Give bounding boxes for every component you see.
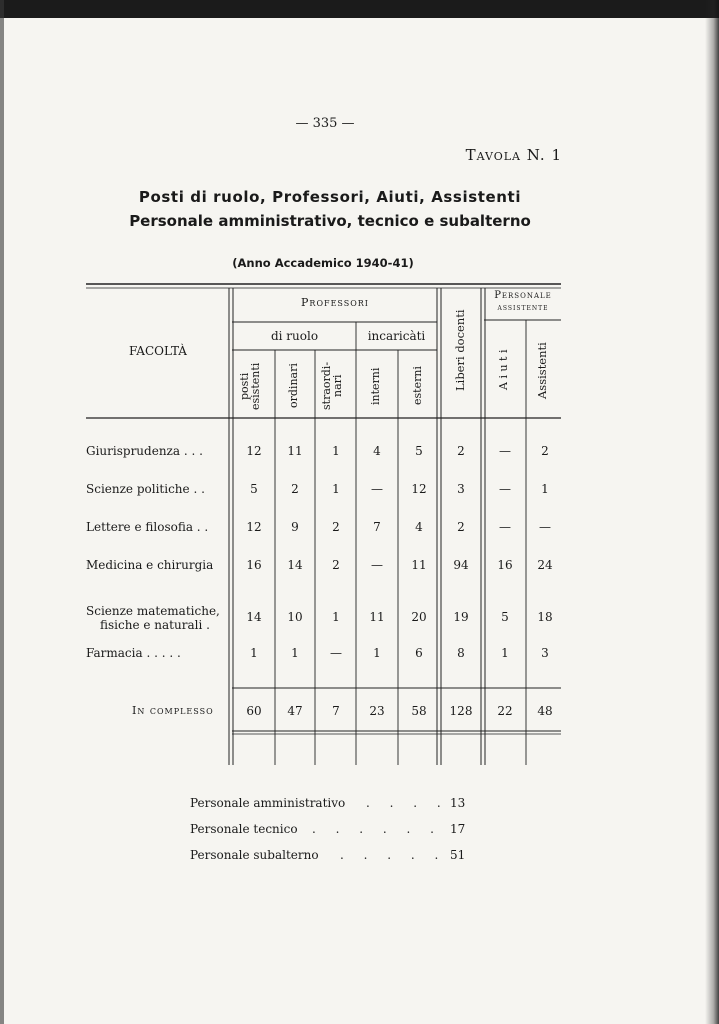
total-cell: 58	[411, 704, 427, 718]
page-number: — 335 —	[295, 116, 355, 131]
header-ordinari: ordinari	[287, 363, 300, 409]
row-label-line: Scienze politiche . .	[86, 482, 205, 496]
header-straordinari: straordi- nari	[320, 361, 344, 411]
table-cell: 10	[287, 610, 303, 624]
table-cell: 2	[541, 444, 549, 458]
staff-value: 13	[450, 796, 466, 810]
academic-year: (Anno Accademico 1940-41)	[232, 256, 414, 270]
table-cell: —	[499, 520, 511, 534]
table-cell: —	[371, 482, 383, 496]
table-cell: 1	[332, 444, 340, 458]
table-cell: 7	[373, 520, 381, 534]
table-cell: 1	[501, 646, 509, 660]
header-aiuti: A i u t i	[497, 349, 510, 391]
total-cell: 23	[369, 704, 385, 718]
row-label	[86, 482, 205, 496]
row-label-line: fisiche e naturali .	[100, 618, 210, 632]
header-facolta: FACOLTÀ	[129, 344, 187, 358]
table-caption: Tavola N. 1	[465, 146, 562, 164]
staff-value: 17	[450, 822, 466, 836]
table-cell: 20	[411, 610, 427, 624]
table-cell: 2	[457, 444, 465, 458]
header-personale-assistente	[485, 290, 561, 314]
table-cell: 1	[541, 482, 549, 496]
table-cell: 1	[332, 610, 340, 624]
table-cell: —	[330, 646, 342, 660]
total-cell: 60	[246, 704, 262, 718]
table-cell: 19	[453, 610, 469, 624]
table-cell: 11	[411, 558, 427, 572]
header-professori: Professori	[301, 296, 369, 309]
staff-value: 51	[450, 848, 466, 862]
staff-leader-dots: . . . .	[366, 796, 449, 810]
header-di-ruolo: di ruolo	[270, 329, 319, 343]
table-cell: 5	[501, 610, 509, 624]
table-cell: 6	[415, 646, 423, 660]
table-cell: —	[499, 444, 511, 458]
table-cell: 24	[537, 558, 553, 572]
staff-label: Personale subalterno	[190, 848, 319, 862]
total-cell: 7	[332, 704, 340, 718]
header-esterni: esterni	[411, 366, 424, 406]
table-cell: 11	[369, 610, 385, 624]
table-cell: 12	[246, 444, 262, 458]
staff-leader-dots: . . . . . .	[312, 822, 442, 836]
total-cell: 47	[287, 704, 303, 718]
table-cell: 1	[373, 646, 381, 660]
total-cell: 128	[449, 704, 473, 718]
header-assistente: assistente	[497, 303, 549, 313]
table-cell: 4	[415, 520, 423, 534]
table-cell: 2	[291, 482, 299, 496]
table-cell: 1	[332, 482, 340, 496]
row-label-line: Lettere e filosofia . .	[86, 520, 209, 534]
table-cell: 16	[246, 558, 262, 572]
header-assistenti: Assistenti	[535, 342, 549, 400]
table-cell: 14	[246, 610, 262, 624]
page-title-line-1: Posti di ruolo, Professori, Aiuti, Assistenti	[138, 188, 522, 206]
table-cell: 4	[373, 444, 381, 458]
table-cell: 5	[415, 444, 423, 458]
total-label: In complesso	[132, 704, 214, 717]
table-cell: 5	[250, 482, 258, 496]
table-cell: 3	[457, 482, 465, 496]
table-cell: 94	[453, 558, 469, 572]
table-cell: 12	[411, 482, 427, 496]
table-cell: 3	[541, 646, 549, 660]
table-cell: —	[371, 558, 383, 572]
staff-label: Personale amministrativo	[190, 796, 346, 810]
total-cell: 22	[497, 704, 513, 718]
table-cell: 2	[332, 520, 340, 534]
staff-label: Personale tecnico	[190, 822, 298, 836]
header-interni: interni	[369, 367, 382, 405]
row-label	[86, 558, 213, 572]
table-cell: 1	[250, 646, 258, 660]
table-cell: 18	[537, 610, 553, 624]
table-cell: 2	[332, 558, 340, 572]
table-cell: 2	[457, 520, 465, 534]
row-label	[86, 604, 220, 632]
table-cell: 16	[497, 558, 513, 572]
row-label-line: Scienze matematiche,	[86, 604, 220, 618]
header-liberi-docenti: Liberi docenti	[453, 309, 467, 391]
row-label-line: Farmacia . . . . .	[86, 646, 181, 660]
total-cell: 48	[537, 704, 553, 718]
staff-leader-dots: . . . . .	[340, 848, 447, 862]
header-personale: Personale	[494, 290, 552, 301]
table-cell: —	[499, 482, 511, 496]
table-cell: 11	[287, 444, 303, 458]
header-incaricati: incaricàti	[367, 329, 426, 343]
table-cell: 12	[246, 520, 262, 534]
table-cell: 1	[291, 646, 299, 660]
table-cell: —	[539, 520, 551, 534]
table-cell: 14	[287, 558, 303, 572]
page-title-line-2: Personale amministrativo, tecnico e subalterno	[129, 212, 531, 230]
row-label	[86, 520, 208, 534]
table-cell: 8	[457, 646, 465, 660]
row-label-line: Medicina e chirurgia	[86, 558, 214, 572]
row-label	[86, 646, 181, 660]
row-label-line: Giurisprudenza . . .	[86, 444, 203, 458]
header-posti-esistenti: posti esistenti	[238, 362, 262, 410]
table-cell: 9	[291, 520, 299, 534]
row-label	[86, 444, 203, 458]
